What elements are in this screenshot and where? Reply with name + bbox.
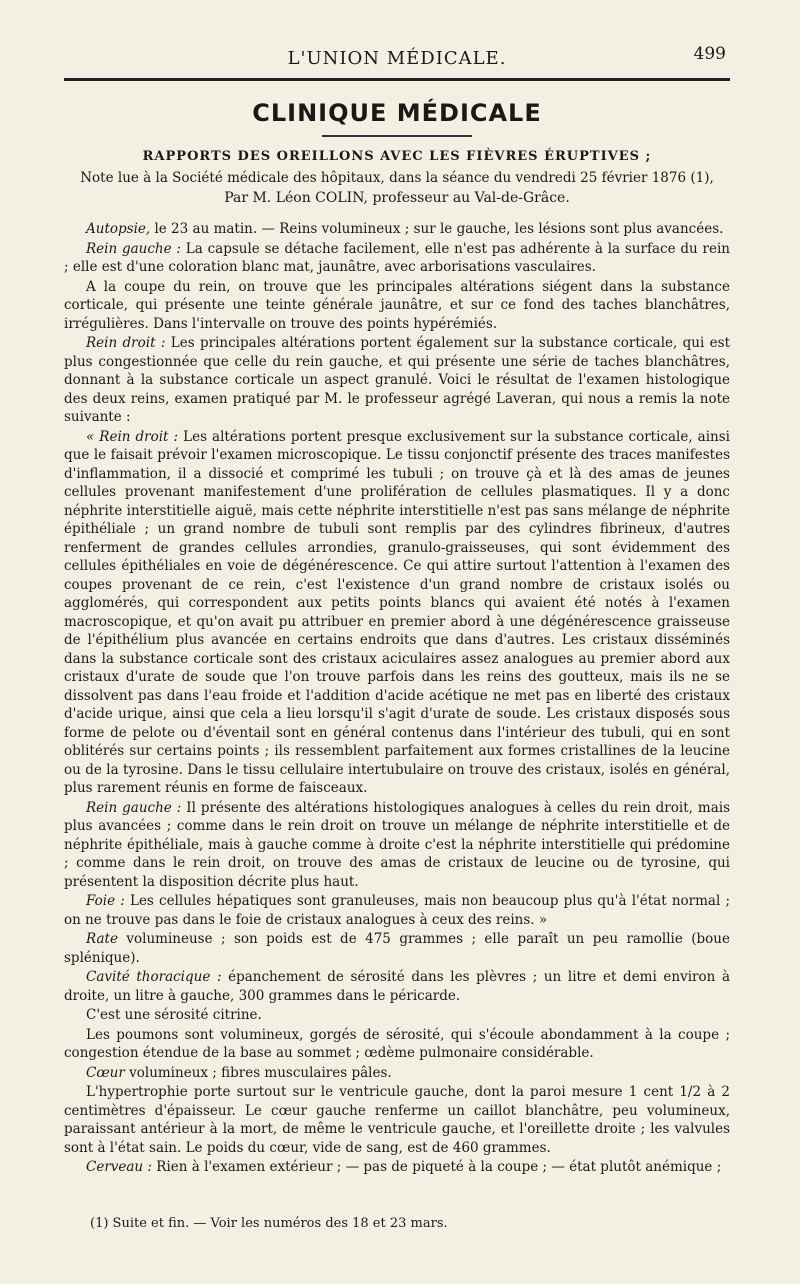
paragraph — [64, 428, 730, 798]
paragraph-lead: « Rein droit : — [86, 428, 179, 445]
paragraph-text: épanchement de sérosité dans les plèvres ; un litre et demi environ à droite, un litre à gauche, 300 grammes dans le péricarde. — [64, 969, 731, 1004]
footnote: (1) Suite et fin. — Voir les numéros des 18 et 23 mars. — [90, 1216, 448, 1231]
paragraph — [64, 892, 730, 929]
paragraph — [64, 1026, 730, 1063]
paragraph-text: volumineuse ; son poids est de 475 grammes ; elle paraît un peu ramollie (boue splénique). — [64, 931, 730, 966]
article-subtitle: RAPPORTS DES OREILLONS AVEC LES FIÈVRES ÉRUPTIVES ; — [142, 149, 652, 164]
author-byline: Par M. Léon COLIN, professeur au Val-de-Grâce. — [224, 190, 570, 206]
paragraph-lead: Cavité thoracique : — [86, 969, 222, 985]
paragraph-text: Les principales altérations portent également sur la substance corticale, qui est plus congestionnée que celle du rein gauche, et qui présente une série de taches blanchâtres, donnant à la substance corticale un aspect granulé. Voici le résultat de l'examen histologique des deux reins, examen pratiqué par M. le professeur agrégé Laveran, qui nous a remis la note suivante : — [64, 335, 731, 425]
paragraph — [64, 968, 730, 1005]
paragraph-text: C'est une sérosité citrine. — [86, 1007, 262, 1023]
paragraph-lead: Autopsie, — [86, 221, 151, 237]
paragraph — [64, 220, 730, 239]
paragraph-text: A la coupe du rein, on trouve que les principales altérations siégent dans la substance corticale, qui présente une teinte générale jaunâtre, et sur ce fond des taches blanchâtres, irrégulières. Dans l'intervalle on trouve des points hypérémiés. — [64, 278, 730, 332]
presentation-note: Note lue à la Société médicale des hôpitaux, dans la séance du vendredi 25 février 1876 (1), — [80, 170, 714, 186]
paragraph — [64, 278, 730, 334]
paragraph-text: L'hypertrophie porte surtout sur le ventricule gauche, dont la paroi mesure 1 cent 1/2 à 2 centimètres d'épaisseur. Le cœur gauche renferme un caillot blanchâtre, peu volumineux, paraissant antérieur à la mort, de même le ventricule gauche, et l'oreillette droite ; les valvules sont à l'état sain. Le poids du cœur, vide de sang, est de 460 grammes. — [64, 1084, 730, 1156]
paragraph-lead: Cerveau : — [86, 1159, 152, 1175]
paragraph-lead: Rein gauche : — [86, 799, 182, 816]
paragraph — [64, 1158, 730, 1177]
paragraph — [64, 1064, 730, 1083]
paragraph-lead: Cœur — [86, 1064, 125, 1081]
paragraph — [64, 240, 730, 277]
running-header — [64, 0, 730, 81]
paragraph-text: Rien à l'examen extérieur ; — pas de piqueté à la coupe ; — état plutôt anémique ; — [151, 1159, 722, 1175]
paragraph — [64, 799, 730, 892]
paragraph-text: Les altérations portent presque exclusivement sur la substance corticale, ainsi que le faisait prévoir l'examen microscopique. Le tissu conjonctif présente des traces manifestes d'inflammation, il a dissocié et comprimé les tubuli ; on trouve çà et là des amas de jeunes cellules provenant manifestement d'une prolifération de cellules plasmatiques. Il y a donc néphrite interstitielle aiguë, mais cette néphrite interstitielle n'est pas sans mélange de néphrite épithéliale ; un grand nombre de tubuli sont remplis par des cylindres fibrineux, d'autres renferment de grandes cellules arrondies, granulo-graisseuses, qui sont évidemment des cellules épithéliales en voie de dégénérescence. Ce qui attire surtout l'attention à l'examen des coupes provenant de ce rein, c'est l'existence d'un grand nombre de cristaux isolés ou agglomérés, qui correspondent aux petits points blancs qui avaient été notés à l'examen macroscopique, et qu'on avait pu attribuer en premier abord à une dégénérescence graisseuse de l'épithélium plus avancée en certains endroits que dans d'autres. Les cristaux disséminés dans la substance corticale sont des cristaux aciculaires assez analogues au premier abord aux cristaux d'urate de soude que l'on trouve parfois dans les reins des goutteux, mais ils ne se dissolvent pas dans l'eau froide et l'addition d'acide acétique ne met pas en liberté des cristaux d'acide urique, ainsi que cela a lieu lorsqu'il s'agit d'urate de soude. Les cristaux disposés sous forme de pelote ou d'éventail sont en général contenus dans l'intérieur des tubuli, qui en sont oblitérés sur certains points ; ils ressemblent parfaitement aux formes cristallines de la leucine ou de la tyrosine. Dans le tissu cellulaire intertubulaire on trouve des cristaux, isolés en général, plus rarement réunis en forme de faisceaux. — [64, 428, 730, 796]
paragraph — [64, 930, 730, 967]
paragraph-lead: Foie : — [86, 893, 125, 909]
page-number: 499 — [693, 44, 726, 64]
title-rule — [322, 135, 472, 137]
paragraph — [64, 334, 730, 427]
paragraph-text: le 23 au matin. — Reins volumineux ; sur le gauche, les lésions sont plus avancées. — [150, 221, 724, 237]
paragraph — [64, 1006, 730, 1025]
section-title: CLINIQUE MÉDICALE — [252, 99, 542, 127]
paragraph — [64, 1083, 730, 1157]
running-title: L'UNION MÉDICALE. — [287, 48, 507, 69]
paragraph-text: Les cellules hépatiques sont granuleuses, mais non beaucoup plus qu'à l'état normal ; on ne trouve pas dans le foie de cristaux analogues à ceux des reins. » — [64, 893, 730, 928]
paragraph-text: Les poumons sont volumineux, gorgés de sérosité, qui s'écoule abondamment à la coupe ; congestion étendue de la base au sommet ; œdème pulmonaire considérable. — [64, 1026, 730, 1061]
paragraph-lead: Rein gauche : — [86, 240, 181, 257]
paragraph-lead: Rein droit : — [86, 335, 166, 351]
paragraph-text: Il présente des altérations histologiques analogues à celles du rein droit, mais plus avancées ; comme dans le rein droit on trouve un mélange de néphrite interstitielle et de néphrite épithéliale, mais à gauche comme à droite c'est la néphrite interstitielle qui prédomine ; comme dans le rein droit, on trouve des amas de cristaux de leucine ou de tyrosine, qui présentent la disposition décrite plus haut. — [64, 799, 730, 890]
article-body — [64, 220, 730, 1177]
paragraph-lead: Rate — [86, 931, 118, 947]
paragraph-text: La capsule se détache facilement, elle n'est pas adhérente à la surface du rein ; elle est d'une coloration blanc mat, jaunâtre, avec arborisations vasculaires. — [64, 240, 730, 275]
paragraph-text: volumineux ; fibres musculaires pâles. — [124, 1064, 392, 1081]
